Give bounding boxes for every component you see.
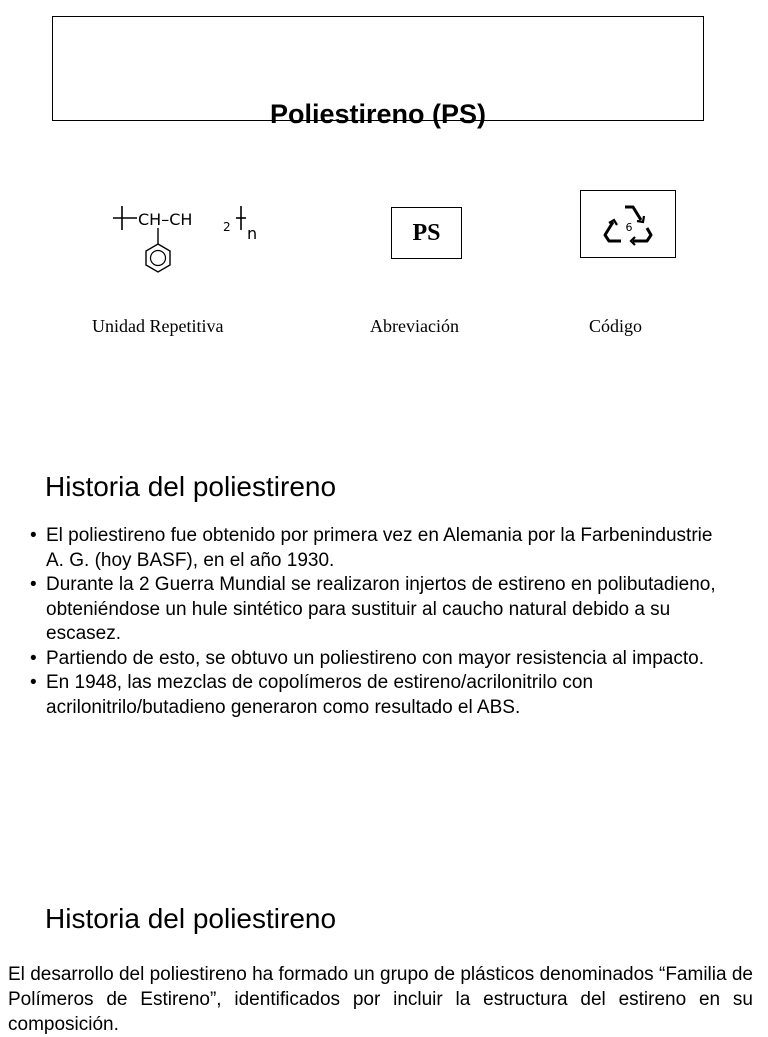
- history-heading-2: Historia del poliestireno: [45, 903, 337, 934]
- caption-repeat-unit: Unidad Repetitiva: [92, 316, 224, 336]
- title-box: [52, 16, 704, 129]
- formula-subscript-2: 2: [223, 220, 231, 234]
- bullet-item: • El poliestireno fue obtenido por primera vez en Alemania por la Farbenindustrie A. G. (hoy BASF), en el año 1930.: [30, 524, 730, 573]
- formula-text: CH–CH: [138, 210, 193, 229]
- abbreviation-box: PS: [391, 207, 462, 259]
- history-bullet-list: [30, 524, 730, 720]
- recycle-code-box: [580, 190, 676, 258]
- bullet-item: • Partiendo de esto, se obtuvo un poliestireno con mayor resistencia al impacto.: [30, 647, 730, 672]
- bullet-item: • En 1948, las mezclas de copolímeros de estireno/acrilonitrilo con acrilonitrilo/butadieno generaron como resultado el ABS.: [30, 671, 730, 720]
- repeat-unit-structure: [110, 196, 280, 280]
- history-paragraph: El desarrollo del poliestireno ha formado un grupo de plásticos denominados “Familia de Polímeros de Estireno”, identificados por incluir la estructura del estireno en su composición.: [8, 964, 753, 1035]
- recycle-code-number: 6: [625, 221, 633, 234]
- caption-abbreviation: Abreviación: [370, 316, 459, 336]
- history-heading-1: Historia del poliestireno: [45, 471, 337, 502]
- formula-subscript-n: n: [247, 224, 258, 243]
- caption-code: Código: [589, 316, 643, 336]
- page-title: Poliestireno (PS): [269, 99, 487, 129]
- benzene-ring-icon: [146, 244, 170, 272]
- bullet-item: • Durante la 2 Guerra Mundial se realizaron injertos de estireno en polibutadieno, obteniéndose un hule sintético para sustituir al caucho natural debido a su escasez.: [30, 573, 730, 647]
- benzene-inner-circle: [151, 251, 166, 266]
- recycle-triangle-icon: [603, 201, 655, 247]
